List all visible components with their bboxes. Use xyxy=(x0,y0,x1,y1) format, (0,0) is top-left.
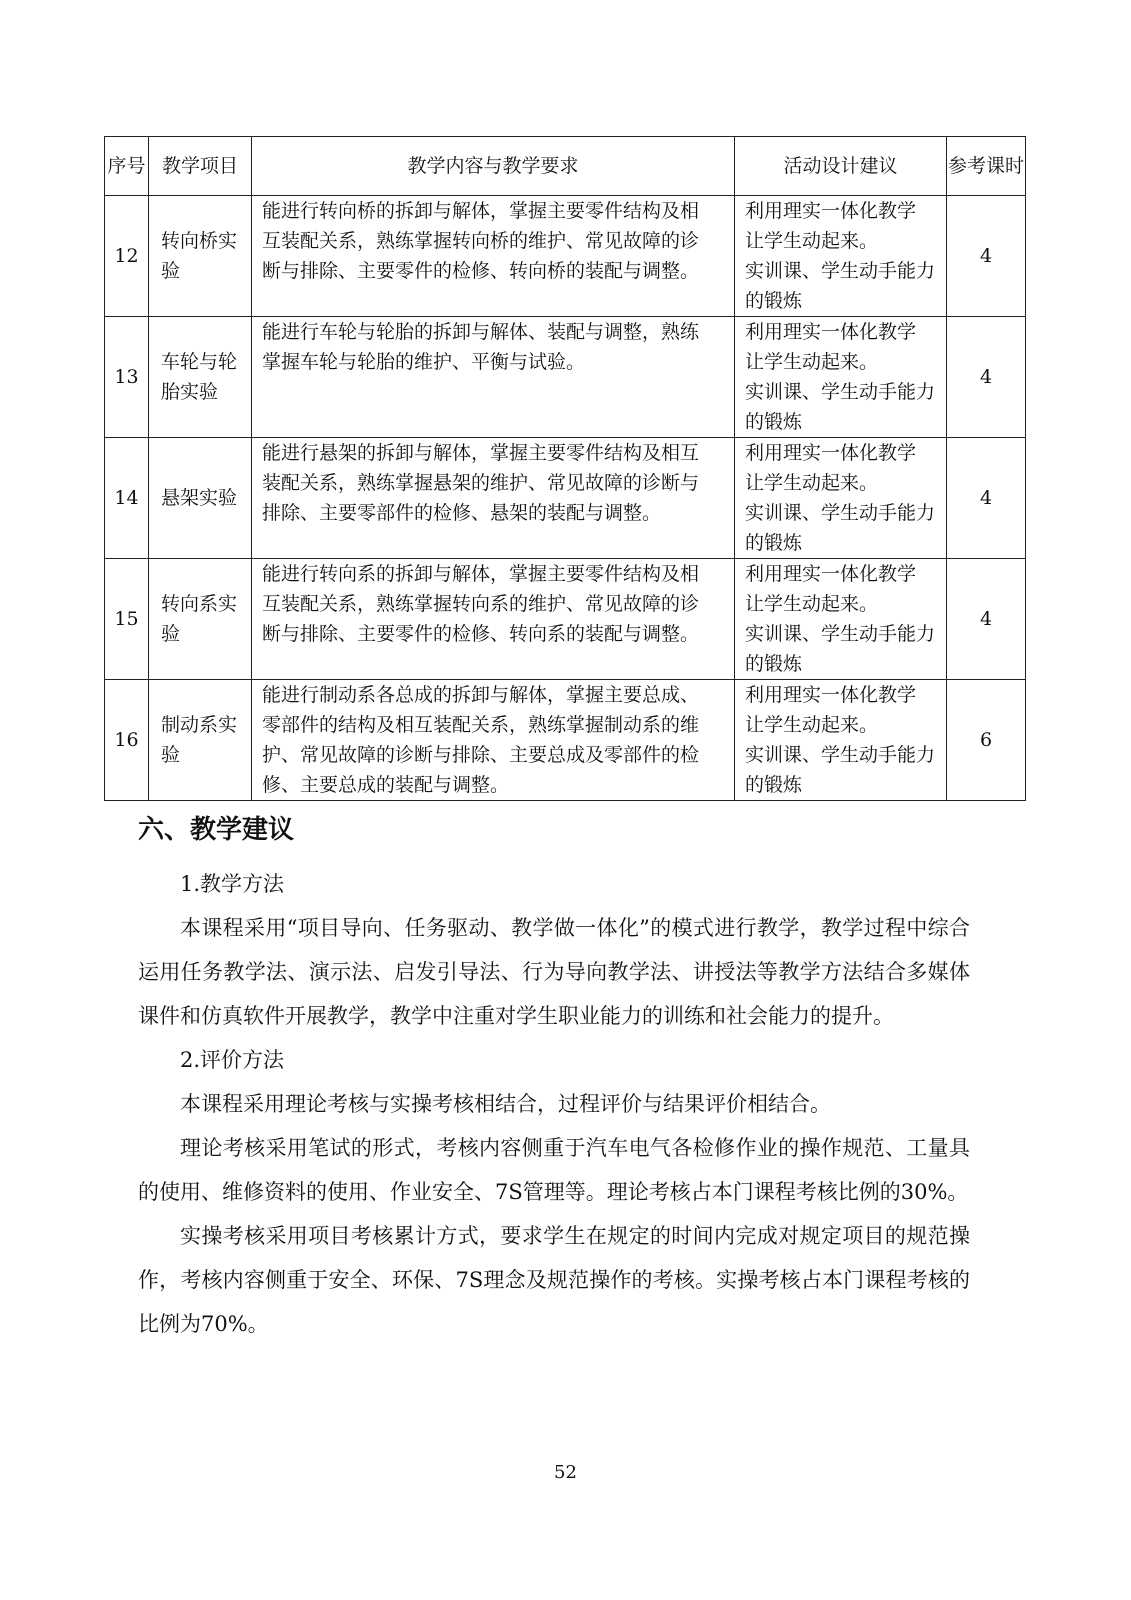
row-content xyxy=(252,317,735,438)
activity-line: 的锻炼 xyxy=(745,290,803,312)
header-content: 教学内容与教学要求 xyxy=(252,137,735,196)
row-hours: 6 xyxy=(947,680,1026,801)
activity-line: 的锻炼 xyxy=(745,532,803,554)
row-item: 制动系实验 xyxy=(149,680,252,801)
activity-line: 实训课、学生动手能力 xyxy=(745,623,936,645)
content-line: 断与排除、主要零件的检修、转向系的装配与调整。 xyxy=(262,623,700,645)
evaluation-paragraph-2: 理论考核采用笔试的形式，考核内容侧重于汽车电气各检修作业的操作规范、工量具的使用、维修资料的使用、作业安全、7S管理等。理论考核占本门课程考核比例的30%。 xyxy=(138,1136,970,1204)
content-line: 护、常见故障的诊断与排除、主要总成及零部件的检 xyxy=(262,744,700,766)
table-row xyxy=(105,317,1026,438)
header-activity: 活动设计建议 xyxy=(735,137,947,196)
table-row xyxy=(105,559,1026,680)
method-title: 1.教学方法 xyxy=(180,872,285,896)
row-hours: 4 xyxy=(947,317,1026,438)
row-hours: 4 xyxy=(947,196,1026,317)
activity-line: 的锻炼 xyxy=(745,411,803,433)
activity-line: 实训课、学生动手能力 xyxy=(745,381,936,403)
row-seq: 13 xyxy=(105,317,149,438)
content-line: 零部件的结构及相互装配关系，熟练掌握制动系的维 xyxy=(262,714,700,736)
content-line: 掌握车轮与轮胎的维护、平衡与试验。 xyxy=(262,351,586,373)
activity-line: 实训课、学生动手能力 xyxy=(745,260,936,282)
section-heading: 六、教学建议 xyxy=(138,815,295,845)
content-line: 能进行悬架的拆卸与解体，掌握主要零件结构及相互 xyxy=(262,442,700,464)
row-seq: 14 xyxy=(105,438,149,559)
content-line: 修、主要总成的装配与调整。 xyxy=(262,774,510,796)
row-activity xyxy=(735,680,947,801)
table-row xyxy=(105,438,1026,559)
evaluation-paragraph-3: 实操考核采用项目考核累计方式，要求学生在规定的时间内完成对规定项目的规范操作，考核内容侧重于安全、环保、7S理念及规范操作的考核。实操考核占本门课程考核的比例为70%。 xyxy=(138,1224,970,1336)
row-content xyxy=(252,438,735,559)
activity-line: 实训课、学生动手能力 xyxy=(745,744,936,766)
row-content xyxy=(252,196,735,317)
row-item: 转向系实验 xyxy=(149,559,252,680)
row-item: 车轮与轮胎实验 xyxy=(149,317,252,438)
activity-line: 利用理实一体化教学 xyxy=(745,200,917,222)
table-header-row xyxy=(105,137,1026,196)
section-body xyxy=(138,862,970,1346)
row-hours: 4 xyxy=(947,438,1026,559)
activity-line: 让学生动起来。 xyxy=(745,351,879,373)
row-item: 悬架实验 xyxy=(149,438,252,559)
row-hours: 4 xyxy=(947,559,1026,680)
activity-line: 的锻炼 xyxy=(745,653,803,675)
activity-line: 让学生动起来。 xyxy=(745,593,879,615)
evaluation-paragraph-1: 本课程采用理论考核与实操考核相结合，过程评价与结果评价相结合。 xyxy=(180,1092,831,1116)
activity-line: 利用理实一体化教学 xyxy=(745,442,917,464)
row-seq: 16 xyxy=(105,680,149,801)
method-paragraph: 本课程采用“项目导向、任务驱动、教学做一体化”的模式进行教学，教学过程中综合运用任务教学法、演示法、启发引导法、行为导向教学法、讲授法等教学方法结合多媒体课件和仿真软件开展教学，教学中注重对学生职业能力的训练和社会能力的提升。 xyxy=(138,916,970,1028)
content-line: 能进行车轮与轮胎的拆卸与解体、装配与调整，熟练 xyxy=(262,321,700,343)
header-hours: 参考课时 xyxy=(947,137,1026,196)
content-line: 能进行转向系的拆卸与解体，掌握主要零件结构及相 xyxy=(262,563,700,585)
row-activity xyxy=(735,317,947,438)
evaluation-title: 2.评价方法 xyxy=(180,1048,285,1072)
header-seq: 序号 xyxy=(105,137,149,196)
content-line: 互装配关系，熟练掌握转向桥的维护、常见故障的诊 xyxy=(262,230,700,252)
row-activity xyxy=(735,559,947,680)
row-content xyxy=(252,559,735,680)
row-activity xyxy=(735,438,947,559)
activity-line: 让学生动起来。 xyxy=(745,714,879,736)
row-item: 转向桥实验 xyxy=(149,196,252,317)
activity-line: 利用理实一体化教学 xyxy=(745,563,917,585)
activity-line: 让学生动起来。 xyxy=(745,472,879,494)
course-table xyxy=(104,136,1026,801)
content-line: 能进行制动系各总成的拆卸与解体，掌握主要总成、 xyxy=(262,684,700,706)
content-line: 互装配关系，熟练掌握转向系的维护、常见故障的诊 xyxy=(262,593,700,615)
row-seq: 15 xyxy=(105,559,149,680)
content-line: 排除、主要零部件的检修、悬架的装配与调整。 xyxy=(262,502,662,524)
page-number: 52 xyxy=(554,1462,577,1483)
activity-line: 利用理实一体化教学 xyxy=(745,684,917,706)
table-row xyxy=(105,196,1026,317)
table-row xyxy=(105,680,1026,801)
activity-line: 的锻炼 xyxy=(745,774,803,796)
activity-line: 利用理实一体化教学 xyxy=(745,321,917,343)
content-line: 装配关系，熟练掌握悬架的维护、常见故障的诊断与 xyxy=(262,472,700,494)
row-content xyxy=(252,680,735,801)
header-item: 教学项目 xyxy=(149,137,252,196)
activity-line: 让学生动起来。 xyxy=(745,230,879,252)
content-line: 断与排除、主要零件的检修、转向桥的装配与调整。 xyxy=(262,260,700,282)
activity-line: 实训课、学生动手能力 xyxy=(745,502,936,524)
row-seq: 12 xyxy=(105,196,149,317)
content-line: 能进行转向桥的拆卸与解体，掌握主要零件结构及相 xyxy=(262,200,700,222)
row-activity xyxy=(735,196,947,317)
